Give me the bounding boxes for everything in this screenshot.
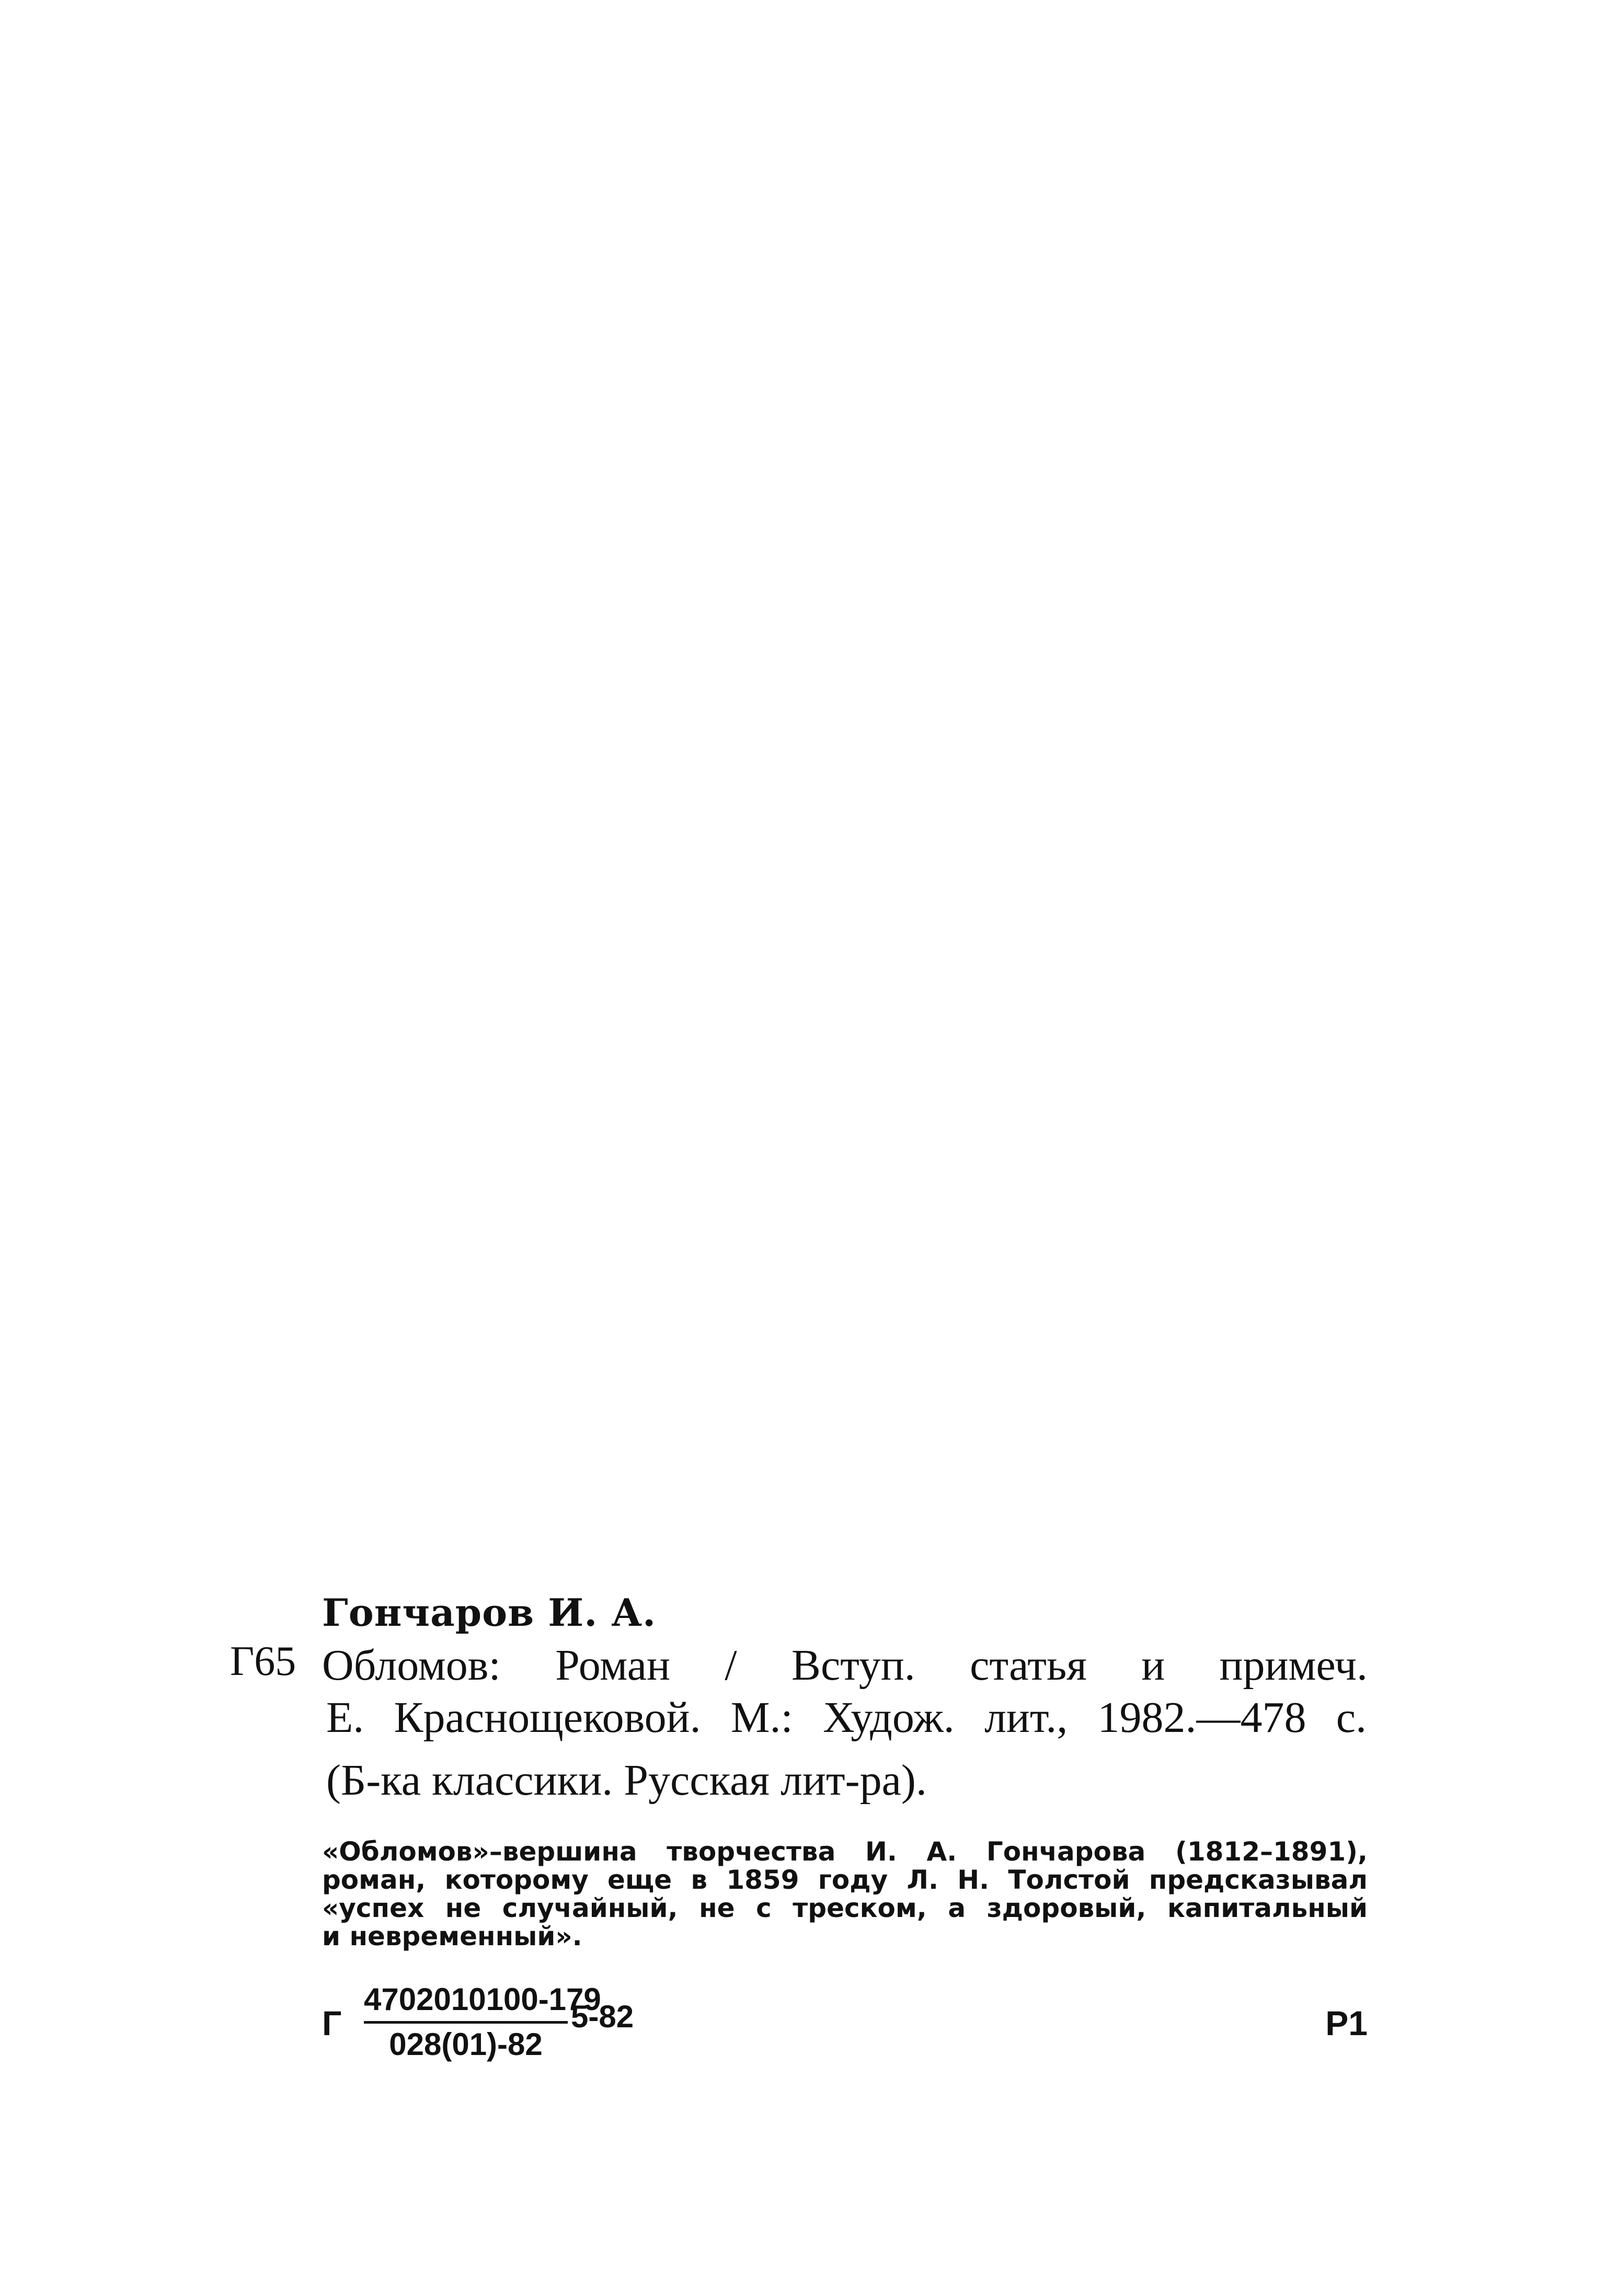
annotation-line: «Обломов»–вершина творчества И. А. Гончарова (1812–1891), <box>322 1836 1368 1867</box>
annotation-line: «успех не случайный, не с треском, а здоровый, капитальный <box>322 1893 1368 1923</box>
fraction-line <box>364 2021 568 2024</box>
code-denominator: 028(01)-82 <box>389 2027 543 2062</box>
description-line: Е. Краснощековой. М.: Худож. лит., 1982.—478 с. <box>326 1693 1367 1742</box>
publication-code <box>322 1981 1368 2075</box>
code-prefix: Г <box>322 2004 342 2042</box>
price-code: Р1 <box>1325 2004 1368 2042</box>
annotation <box>322 1838 1368 1950</box>
description-line: Обломов: Роман / Вступ. статья и примеч. <box>322 1641 1368 1690</box>
code-suffix: 5-82 <box>571 1999 634 2034</box>
annotation-line: роман, которому еще в 1859 году Л. Н. Толстой предсказывал <box>322 1865 1368 1895</box>
annotation-line: и невременный». <box>322 1921 582 1951</box>
library-index: Г65 <box>230 1638 296 1684</box>
code-numerator: 4702010100-179 <box>364 1982 601 2017</box>
catalog-card <box>230 1589 1380 2112</box>
author-name: Гончаров И. А. <box>322 1590 657 1635</box>
description-line: (Б-ка классики. Русская лит-ра). <box>326 1756 927 1805</box>
